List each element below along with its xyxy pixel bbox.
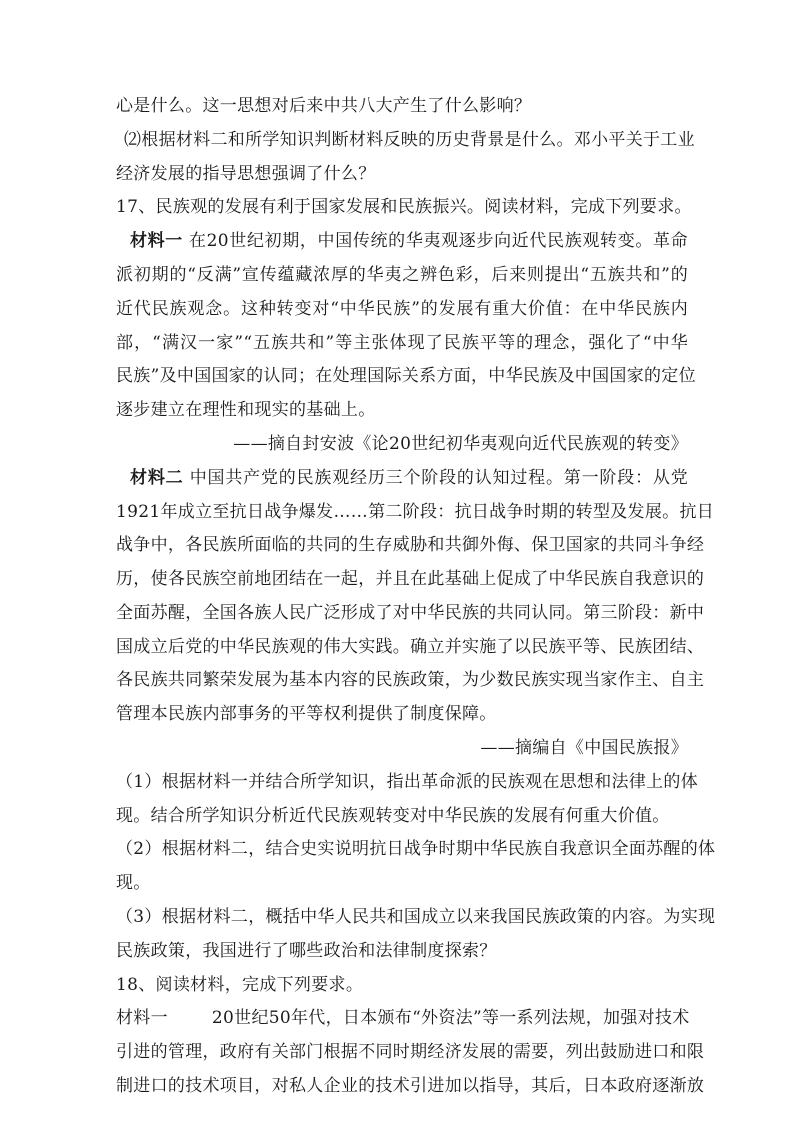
question-18-heading: 18、阅读材料，完成下列要求。 bbox=[116, 975, 364, 995]
question-17-part-2: （2）根据材料二，结合史实说明抗日战争时期中华民族自我意识全面苏醒的体 bbox=[116, 839, 716, 859]
question-17-part-3: （3）根据材料二，概括中华人民共和国成立以来我国民族政策的内容。为实现 bbox=[116, 907, 716, 927]
question-16-part-2: ⑵根据材料二和所学知识判断材料反映的历史背景是什么。邓小平关于工业 bbox=[124, 130, 695, 150]
text-line: 逐步建立在理性和现实的基础上。 bbox=[116, 400, 376, 420]
text-line: 全面苏醒，全国各族人民广泛形成了对中华民族的共同认同。第三阶段：新中 bbox=[116, 603, 705, 623]
text-line: 民族”及中国国家的认同；在处理国际关系方面，中华民族及中国国家的定位 bbox=[116, 366, 696, 386]
citation-1: ——摘自封安波《论20世纪初华夷观向近代民族观的转变》 bbox=[233, 434, 688, 454]
text-line: 经济发展的指导思想强调了什么？ bbox=[116, 164, 376, 184]
text-line: 现。结合所学知识分析近代民族观转变对中华民族的发展有何重大价值。 bbox=[116, 806, 670, 826]
question-17-heading: 17、民族观的发展有利于国家发展和民族振兴。阅读材料，完成下列要求。 bbox=[116, 197, 692, 217]
text-line: 部，“满汉一家”“五族共和”等主张体现了民族平等的理念，强化了“中华 bbox=[116, 333, 688, 353]
text-line: 战争中，各民族所面临的共同的生存威胁和共御外侮、保卫国家的共同斗争经 bbox=[116, 535, 705, 555]
text-line: 制进口的技术项目，对私人企业的技术引进加以指导，其后，日本政府逐渐放 bbox=[116, 1076, 705, 1096]
material-text: 20世纪50年代，日本颁布“外资法”等一系列法规，加强对技术 bbox=[211, 1008, 690, 1028]
material-label: 材料二 bbox=[130, 468, 184, 488]
material-text: 中国共产党的民族观经历三个阶段的认知过程。第一阶段：从党 bbox=[189, 468, 688, 488]
text-line: 民族政策，我国进行了哪些政治和法律制度探索？ bbox=[116, 941, 497, 961]
material-text: 在20世纪初期，中国传统的华夷观逐步向近代民族观转变。革命 bbox=[189, 231, 688, 251]
text-line: 各民族共同繁荣发展为基本内容的民族政策，为少数民族实现当家作主、自主 bbox=[116, 670, 705, 690]
text-line: 近代民族观念。这种转变对“中华民族”的发展有重大价值：在中华民族内 bbox=[116, 299, 688, 319]
text-line: 国成立后党的中华民族观的伟大实践。确立并实施了以民族平等、民族团结、 bbox=[116, 637, 705, 657]
text-line: 心是什么。这一思想对后来中共八大产生了什么影响？ bbox=[116, 96, 532, 116]
material-label: 材料一 bbox=[116, 1008, 168, 1028]
text-line: 引进的管理，政府有关部门根据不同时期经济发展的需要，列出鼓励进口和限 bbox=[116, 1042, 705, 1062]
text-line: 派初期的“反满”宣传蕴藏浓厚的华夷之辨色彩，后来则提出“五族共和”的 bbox=[116, 265, 688, 285]
text-line: 历，使各民族空前地团结在一起，并且在此基础上促成了中华民族自我意识的 bbox=[116, 569, 705, 589]
text-line: 管理本民族内部事务的平等权利提供了制度保障。 bbox=[116, 704, 497, 724]
material-label: 材料一 bbox=[130, 231, 183, 251]
material-18-1-first-line bbox=[116, 1008, 688, 1028]
material-2-first-line bbox=[130, 468, 688, 488]
text-line: 现。 bbox=[116, 873, 151, 893]
citation-2: ——摘编自《中国民族报》 bbox=[480, 738, 688, 758]
text-line: 1921年成立至抗日战争爆发……第二阶段：抗日战争时期的转型及发展。抗日 bbox=[116, 502, 715, 522]
material-1-first-line bbox=[130, 231, 688, 251]
question-17-part-1: （1）根据材料一并结合所学知识，指出革命派的民族观在思想和法律上的体 bbox=[116, 772, 699, 792]
